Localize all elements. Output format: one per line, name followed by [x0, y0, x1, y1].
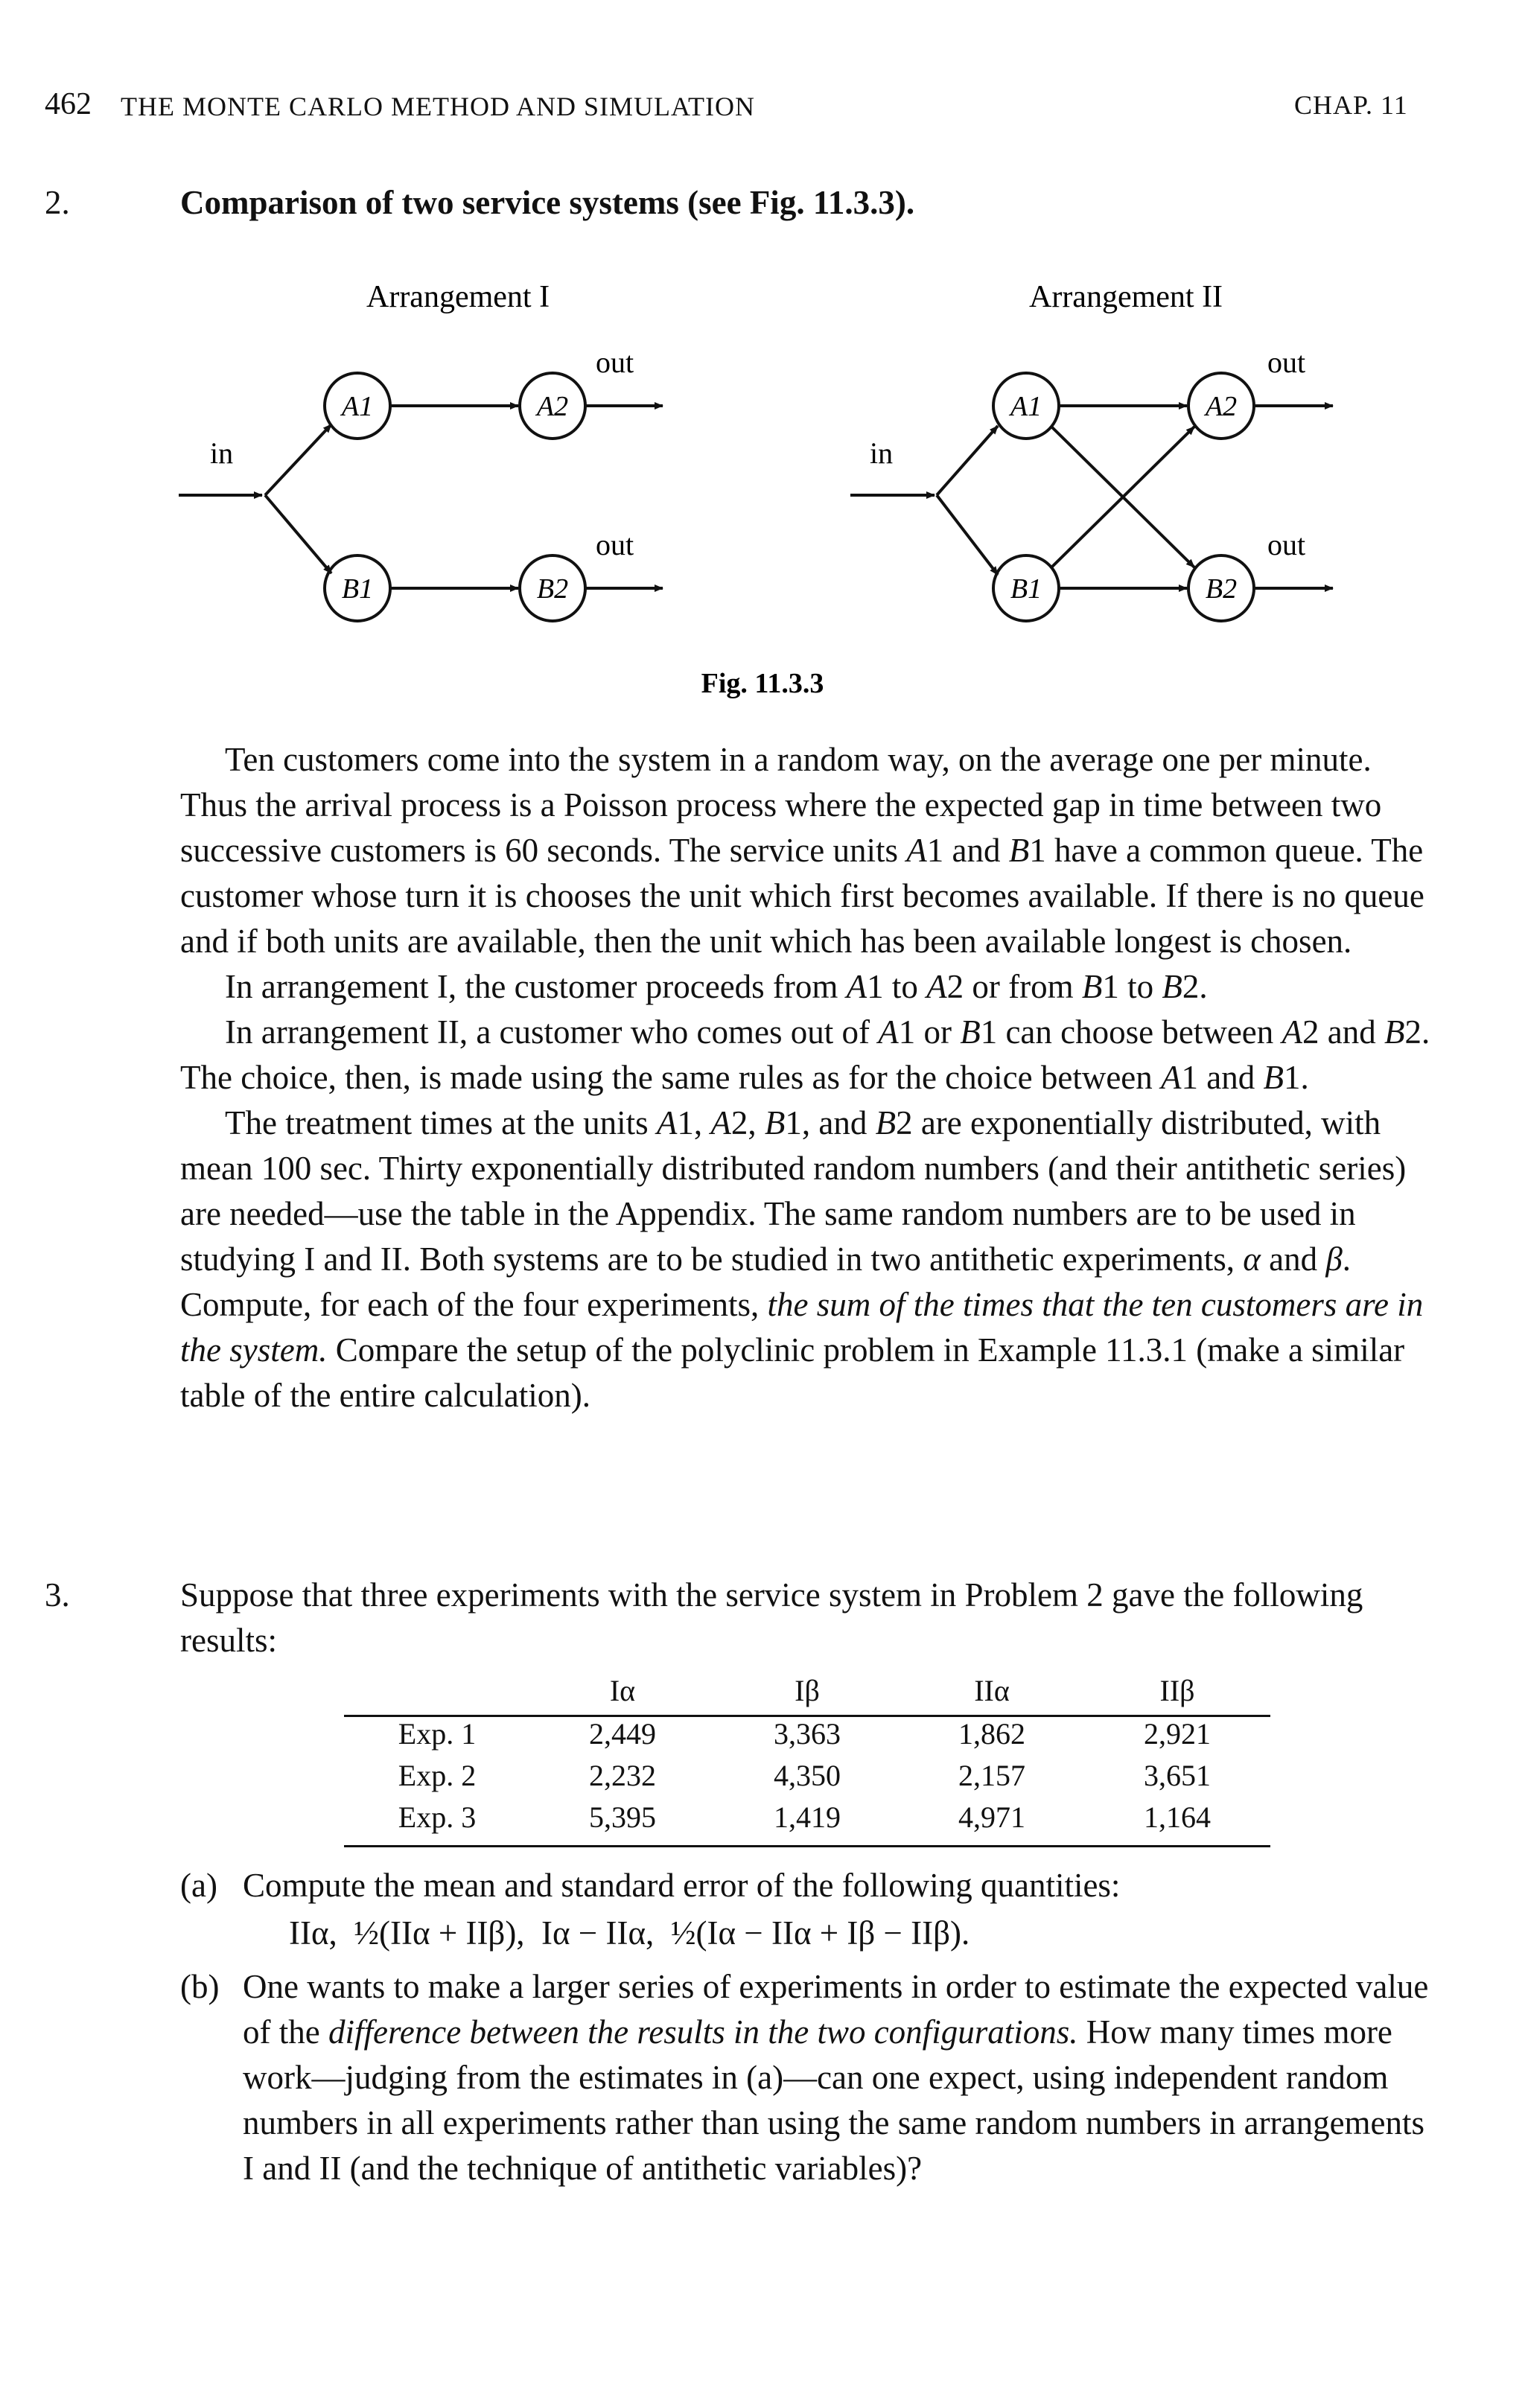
node-b1-arr1-label: B1 — [341, 573, 374, 605]
table-header-i-alpha: Iα — [609, 1673, 636, 1707]
node-b1-arr2-label: B1 — [1010, 573, 1042, 605]
table-cell: 3,651 — [1144, 1758, 1211, 1792]
arrangement-1-split-arrow-up — [265, 424, 331, 495]
arrangement-1-out-label-bottom: out — [596, 528, 634, 561]
running-title: THE MONTE CARLO METHOD AND SIMULATION — [121, 92, 755, 121]
table-cell: 4,971 — [958, 1800, 1025, 1834]
part-a-label: (a) — [180, 1867, 217, 1904]
arrangement-2-title: Arrangement II — [1029, 280, 1223, 314]
arrangement-1-out-label-top: out — [596, 345, 634, 379]
table-header-ii-beta: IIβ — [1159, 1673, 1195, 1707]
node-a2-arr1-label: A2 — [536, 391, 569, 422]
table-cell: 1,419 — [774, 1800, 841, 1834]
table-cell: 1,164 — [1144, 1800, 1211, 1834]
table-row — [344, 1796, 1270, 1838]
arrangement-2-split-arrow-down — [937, 495, 998, 575]
page-number: 462 — [45, 87, 92, 121]
problem-2-body — [180, 737, 1439, 1418]
table-header-blank — [344, 1668, 530, 1713]
arrangement-2-out-label-top: out — [1267, 345, 1306, 379]
table-header-row — [344, 1668, 1270, 1713]
part-a-text: Compute the mean and standard error of the following quantities: — [243, 1867, 1121, 1904]
table-cell: 3,363 — [774, 1716, 841, 1751]
chapter-label: CHAP. 11 — [1294, 90, 1408, 120]
arrangement-2-in-label: in — [870, 436, 894, 470]
node-a1-arr2-label: A1 — [1010, 391, 1042, 422]
node-a1-arr1-label: A1 — [341, 391, 374, 422]
table-cell: 5,395 — [589, 1800, 656, 1834]
paragraph-1: Ten customers come into the system in a random way, on the average one per minute. Thus the arrival process is a Poisson process where the expected gap in time between two successive customers is 60 seconds. The service units A1 and B1 have a common queue. The customer whose turn it is chooses the unit which first becomes available. If there is no queue and if both units are available, then the unit which has been available longest is chosen. — [180, 741, 1424, 960]
row-label: Exp. 1 — [398, 1716, 477, 1751]
results-table — [344, 1668, 1270, 1838]
part-a-formula: IIα, ½(IIα + IIβ), Iα − IIα, ½(Iα − IIα + Iβ − IIβ). — [289, 1914, 970, 1952]
paragraph-2: In arrangement I, the customer proceeds from A1 to A2 or from B1 to B2. — [225, 968, 1208, 1005]
table-row — [344, 1713, 1270, 1754]
table-header-i-beta: Iβ — [795, 1673, 820, 1707]
problem-3-number: 3. — [45, 1576, 70, 1614]
part-b-text: One wants to make a larger series of experiments in order to estimate the expected value of the difference between the results in the two configurations. How many times more work—judging from the estimates in (a)—can one expect, using independent random numbers in all experiments rather than using the same random numbers in arrangements I and II (and the technique of antithetic variables)? — [243, 1968, 1429, 2187]
node-b2-arr1-label: B2 — [536, 573, 569, 605]
table-cell: 2,157 — [958, 1758, 1025, 1792]
table-cell: 2,921 — [1144, 1716, 1211, 1751]
part-b-label: (b) — [180, 1968, 220, 2005]
node-b2-arr2-label: B2 — [1205, 573, 1238, 605]
table-rule-bottom — [344, 1845, 1270, 1847]
table-cell: 4,350 — [774, 1758, 841, 1792]
paragraph-3: In arrangement II, a customer who comes out of A1 or B1 can choose between A2 and B2. The choice, then, is made using the same rules as for the choice between A1 and B1. — [180, 1013, 1430, 1096]
arrangement-1-title: Arrangement I — [366, 280, 550, 314]
figure-caption: Fig. 11.3.3 — [701, 668, 824, 699]
problem-3-intro: Suppose that three experiments with the service system in Problem 2 gave the following results: — [180, 1576, 1363, 1659]
arrangement-2-out-label-bottom: out — [1267, 528, 1306, 561]
node-a2-arr2-label: A2 — [1205, 391, 1238, 422]
figure-service-systems — [0, 268, 1525, 700]
arrangement-2-split-arrow-up — [937, 426, 998, 495]
arrangement-1-split-arrow-down — [265, 495, 331, 573]
row-label: Exp. 3 — [398, 1800, 477, 1834]
table-cell: 2,449 — [589, 1716, 656, 1751]
arrangement-1-in-label: in — [210, 436, 234, 470]
table-header-ii-alpha: IIα — [974, 1673, 1010, 1707]
paragraph-4: The treatment times at the units A1, A2, B1, and B2 are exponentially distributed, with mean 100 sec. Thirty exponentially distributed random numbers (and their antithetic series) are needed—use the table in the Appendix. The same random numbers are to be used in studying I and II. Both systems are to be studied in two antithetic experiments, α and β. Compute, for each of the four experiments, the sum of the times that the ten customers are in the system. Compare the setup of the polyclinic problem in Example 11.3.1 (make a similar table of the entire calculation). — [180, 1104, 1424, 1414]
table-cell: 1,862 — [958, 1716, 1025, 1751]
problem-2-number: 2. — [45, 184, 70, 221]
problem-2-title: Comparison of two service systems (see Fig. 11.3.3). — [180, 184, 915, 221]
row-label: Exp. 2 — [398, 1758, 477, 1792]
table-cell: 2,232 — [589, 1758, 656, 1792]
table-row — [344, 1754, 1270, 1796]
